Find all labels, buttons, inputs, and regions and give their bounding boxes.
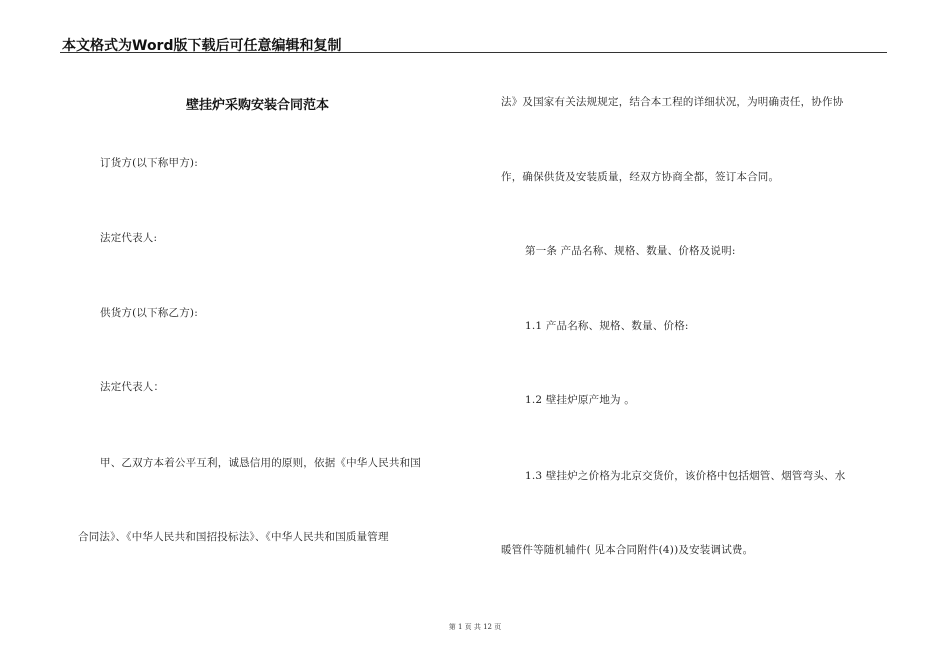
preamble-line-3: 法》及国家有关法规规定，结合本工程的详细状况，为明确责任，协作协	[501, 96, 844, 108]
document-title: 壁挂炉采购安装合同范本	[186, 98, 330, 113]
header-notice: 本文格式为Word版下载后可任意编辑和复制	[62, 38, 342, 54]
preamble-line-4: 作，确保供货及安装质量，经双方协商全都，签订本合同。	[501, 171, 780, 183]
supplier-party-line: 供货方(以下称乙方):	[100, 307, 198, 319]
ordering-party-line: 订货方(以下称甲方):	[100, 157, 198, 169]
preamble-line-1: 甲、乙双方本着公平互利，诚恳信用的原则，依据《中华人民共和国	[100, 457, 421, 469]
clause-1-2: 1.2 壁挂炉原产地为 。	[525, 394, 635, 406]
header-divider	[60, 52, 887, 53]
legal-rep-line-a: 法定代表人:	[100, 232, 158, 244]
clause-1-3-line-2: 暖管件等随机辅件( 见本合同附件(4))及安装调试费。	[501, 544, 754, 556]
clause-1-1: 1.1 产品名称、规格、数量、价格:	[525, 320, 689, 332]
legal-rep-line-b: 法定代表人：	[100, 381, 165, 393]
preamble-line-2: 合同法》、《中华人民共和国招投标法》、《中华人民共和国质量管理	[78, 531, 389, 543]
clause-1-3-line-1: 1.3 壁挂炉之价格为北京交货价，该价格中包括烟管、烟管弯头、水	[525, 470, 846, 482]
page-number: 第 1 页 共 12 页	[448, 623, 502, 631]
article-one-heading: 第一条 产品名称、规格、数量、价格及说明:	[525, 245, 736, 257]
